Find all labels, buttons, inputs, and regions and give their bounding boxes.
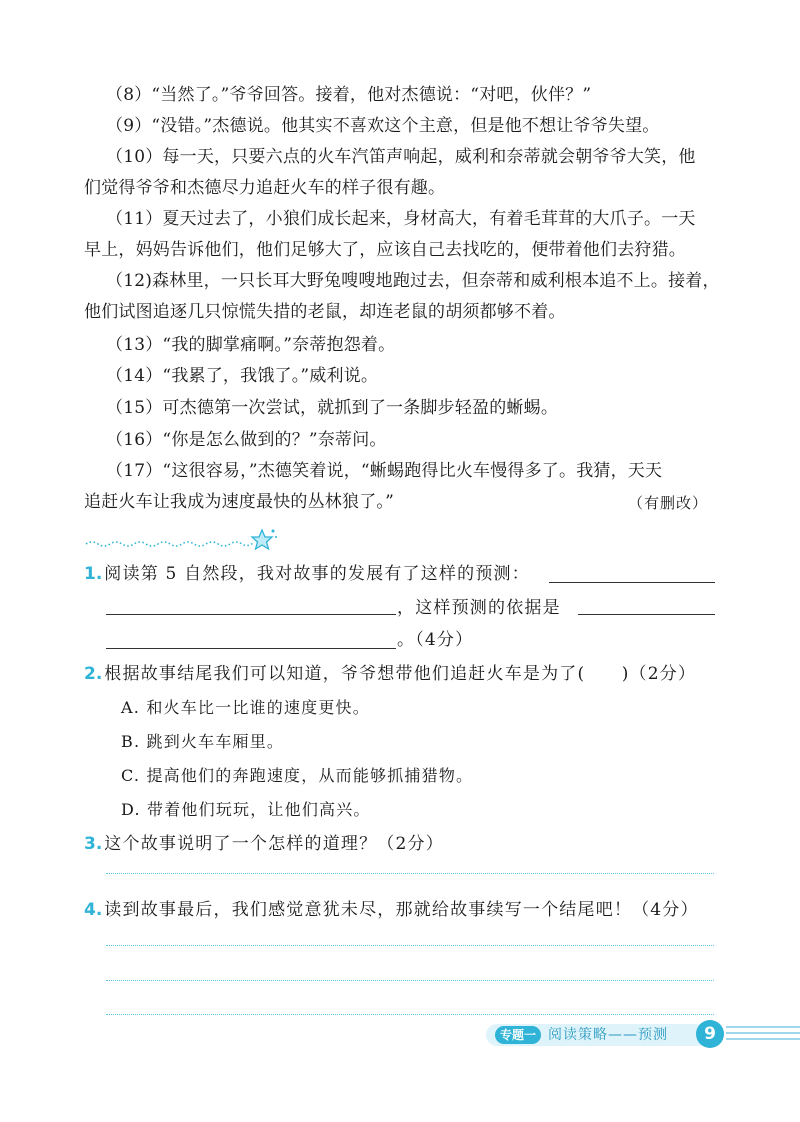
section-divider bbox=[84, 526, 284, 556]
story-paragraph-16: （16）“你是怎么做到的？”奈蒂问。 bbox=[106, 430, 387, 450]
story-paragraph-11-line1: （11）夏天过去了，小狼们成长起来，身材高大，有着毛茸茸的大爪子。一天 bbox=[106, 209, 696, 229]
question-2-option-d[interactable]: D. 带着他们玩玩，让他们高兴。 bbox=[121, 800, 371, 819]
question-3-text: 这个故事说明了一个怎样的道理？（2分） bbox=[104, 834, 444, 854]
story-paragraph-11-line2: 早上，妈妈告诉他们，他们足够大了，应该自己去找吃的，便带着他们去狩猎。 bbox=[84, 240, 686, 260]
question-1-end: 。（4分） bbox=[397, 630, 474, 650]
question-1-number: 1. bbox=[84, 564, 103, 584]
story-paragraph-12-line2: 他们试图追逐几只惊慌失措的老鼠，却连老鼠的胡须都够不着。 bbox=[84, 302, 566, 322]
story-paragraph-13: （13）“我的脚掌痛啊。”奈蒂抱怨着。 bbox=[106, 335, 396, 355]
question-3-number: 3. bbox=[84, 834, 103, 854]
question-1-answer-blank-4[interactable] bbox=[106, 628, 396, 649]
question-4 bbox=[84, 898, 699, 922]
wavy-divider-line bbox=[86, 542, 254, 546]
story-paragraph-12-line1: （12)森林里，一只长耳大野兔嗖嗖地跑过去，但奈蒂和威利根本追不上。接着， bbox=[106, 271, 720, 291]
question-3 bbox=[84, 832, 444, 856]
question-2 bbox=[84, 662, 696, 686]
story-paragraph-17-line1: （17）“这很容易，”杰德笑着说，“蜥蜴跑得比火车慢得多了。我猜，天天 bbox=[106, 461, 663, 481]
footer-rule-2 bbox=[726, 1032, 800, 1034]
question-4-answer-line-3[interactable] bbox=[106, 1014, 714, 1015]
question-1-basis-label: ，这样预测的依据是 bbox=[397, 598, 561, 618]
question-1-text: 阅读第 5 自然段，我对故事的发展有了这样的预测： bbox=[104, 564, 530, 584]
question-2-option-b[interactable]: B. 跳到火车车厢里。 bbox=[121, 732, 285, 751]
abridged-note: （有删改） bbox=[627, 494, 708, 512]
footer-rule-1 bbox=[726, 1026, 800, 1028]
question-1-answer-blank-3[interactable] bbox=[578, 594, 715, 615]
footer-title: 阅读策略——预测 bbox=[548, 1027, 668, 1043]
question-2-text: 根据故事结尾我们可以知道，爷爷想带他们追赶火车是为了( )（2分） bbox=[104, 664, 697, 684]
story-paragraph-8: （8）“当然了。”爷爷回答。接着，他对杰德说：“对吧，伙伴？” bbox=[106, 85, 592, 105]
story-paragraph-17-line2: 追赶火车让我成为速度最快的丛林狼了。” bbox=[84, 492, 394, 512]
story-paragraph-14: （14）“我累了，我饿了。”威利说。 bbox=[106, 366, 379, 386]
question-4-text: 读到故事最后，我们感觉意犹未尽，那就给故事续写一个结尾吧！（4分） bbox=[104, 900, 699, 920]
question-2-option-c[interactable]: C. 提高他们的奔跑速度，从而能够抓捕猎物。 bbox=[121, 766, 474, 785]
question-1 bbox=[84, 562, 530, 586]
story-paragraph-10-line2: 们觉得爷爷和杰德尽力追赶火车的样子很有趣。 bbox=[84, 178, 446, 198]
question-4-number: 4. bbox=[84, 900, 103, 920]
page-number: 9 bbox=[696, 1020, 724, 1048]
question-2-number: 2. bbox=[84, 664, 103, 684]
question-3-answer-line[interactable] bbox=[106, 873, 714, 874]
question-4-answer-line-2[interactable] bbox=[106, 980, 714, 981]
footer-rule-3 bbox=[726, 1038, 800, 1040]
question-2-option-a[interactable]: A. 和火车比一比谁的速度更快。 bbox=[121, 698, 370, 717]
topic-badge: 专题一 bbox=[495, 1026, 541, 1044]
star-icon bbox=[252, 530, 277, 550]
question-1-answer-blank-1[interactable] bbox=[549, 562, 715, 583]
question-4-answer-line-1[interactable] bbox=[106, 945, 714, 946]
story-paragraph-15: （15）可杰德第一次尝试，就抓到了一条脚步轻盈的蜥蜴。 bbox=[106, 398, 559, 418]
question-1-answer-blank-2[interactable] bbox=[106, 594, 396, 615]
story-paragraph-9: （9）“没错。”杰德说。他其实不喜欢这个主意，但是他不想让爷爷失望。 bbox=[106, 116, 660, 136]
story-paragraph-10-line1: （10）每一天，只要六点的火车汽笛声响起，威利和奈蒂就会朝爷爷大笑，他 bbox=[106, 147, 696, 167]
